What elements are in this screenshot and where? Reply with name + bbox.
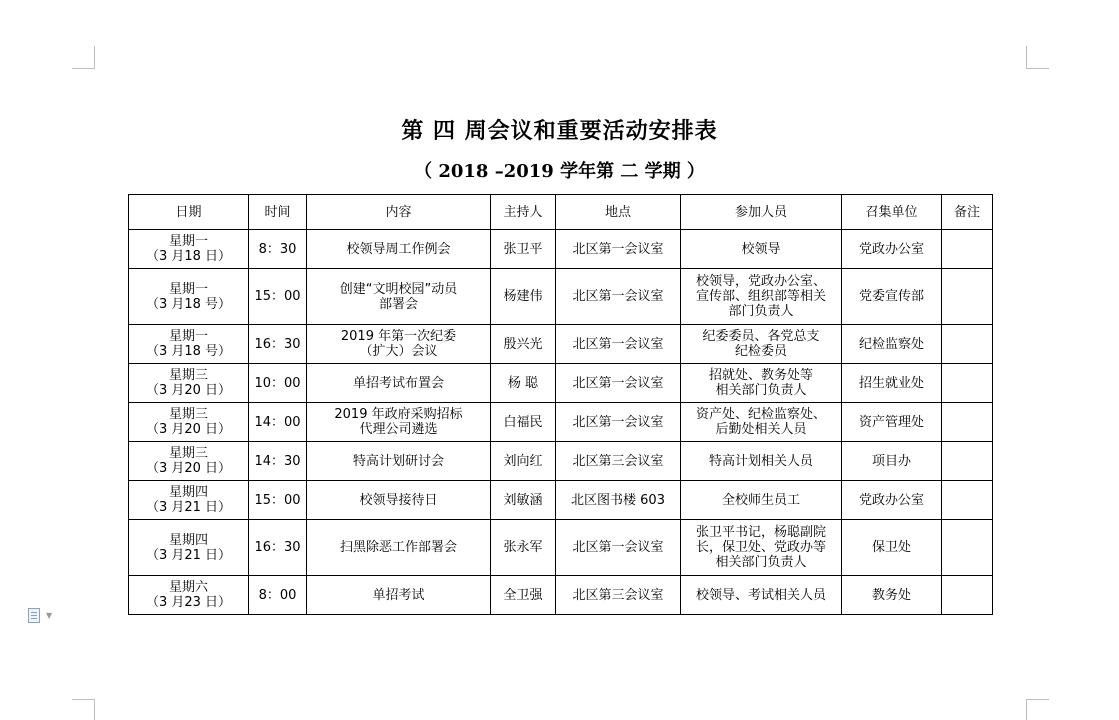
page-title: 第 四 周会议和重要活动安排表 (401, 118, 718, 144)
cell-date: 星期三 （3 月20 日） (129, 442, 249, 481)
cell-time: 14：30 (249, 442, 307, 481)
cell-content: 扫黑除恶工作部署会 (307, 520, 491, 576)
cell-date: 星期六 （3 月23 日） (129, 576, 249, 615)
cell-host: 张卫平 (491, 230, 556, 269)
cell-organizer: 教务处 (842, 576, 942, 615)
cell-organizer: 项目办 (842, 442, 942, 481)
cell-attendees: 校领导，党政办公室、 宣传部、组织部等相关 部门负责人 (681, 269, 842, 325)
page-corner-mark-bottom-right (1026, 699, 1049, 720)
cell-time: 8：00 (249, 576, 307, 615)
cell-note (942, 442, 993, 481)
cell-content: 单招考试 (307, 576, 491, 615)
cell-date: 星期一 （3 月18 号） (129, 325, 249, 364)
cell-attendees: 张卫平书记，杨聪副院 长，保卫处、党政办等 相关部门负责人 (681, 520, 842, 576)
column-header-time: 时间 (249, 195, 307, 230)
cell-time: 10：00 (249, 364, 307, 403)
cell-content: 特高计划研讨会 (307, 442, 491, 481)
cell-time: 16：30 (249, 325, 307, 364)
table-row (129, 269, 993, 325)
table-row (129, 481, 993, 520)
cell-organizer: 招生就业处 (842, 364, 942, 403)
cell-place: 北区第一会议室 (556, 325, 681, 364)
table-row (129, 442, 993, 481)
cell-place: 北区第一会议室 (556, 403, 681, 442)
cell-date: 星期四 （3 月21 日） (129, 481, 249, 520)
cell-place: 北区第三会议室 (556, 576, 681, 615)
table-header-row (129, 195, 993, 230)
column-header-place: 地点 (556, 195, 681, 230)
cell-organizer: 党政办公室 (842, 230, 942, 269)
table-row (129, 576, 993, 615)
cell-note (942, 325, 993, 364)
schedule-table-body (129, 230, 993, 615)
document-icon[interactable] (28, 608, 40, 623)
cell-host: 白福民 (491, 403, 556, 442)
cell-note (942, 230, 993, 269)
cell-date: 星期四 （3 月21 日） (129, 520, 249, 576)
cell-attendees: 校领导、考试相关人员 (681, 576, 842, 615)
cell-place: 北区第一会议室 (556, 230, 681, 269)
cell-attendees: 全校师生员工 (681, 481, 842, 520)
cell-organizer: 党委宣传部 (842, 269, 942, 325)
cell-attendees: 资产处、纪检监察处、 后勤处相关人员 (681, 403, 842, 442)
cell-host: 杨建伟 (491, 269, 556, 325)
cell-content: 创建“文明校园”动员 部署会 (307, 269, 491, 325)
cell-host: 殷兴光 (491, 325, 556, 364)
cell-time: 8：30 (249, 230, 307, 269)
page-subtitle: （ 2018 –2019 学年第 二 学期 ） (414, 161, 705, 182)
column-header-content: 内容 (307, 195, 491, 230)
cell-attendees: 特高计划相关人员 (681, 442, 842, 481)
cell-place: 北区图书楼 603 (556, 481, 681, 520)
cell-attendees: 校领导 (681, 230, 842, 269)
cell-place: 北区第一会议室 (556, 364, 681, 403)
cell-content: 单招考试布置会 (307, 364, 491, 403)
cell-host: 刘向红 (491, 442, 556, 481)
cell-organizer: 党政办公室 (842, 481, 942, 520)
page-corner-mark-top-left (72, 46, 95, 69)
column-header-note: 备注 (942, 195, 993, 230)
page-corner-mark-bottom-left (72, 699, 95, 720)
cell-organizer: 资产管理处 (842, 403, 942, 442)
column-header-attendees: 参加人员 (681, 195, 842, 230)
cell-time: 15：00 (249, 481, 307, 520)
column-header-date: 日期 (129, 195, 249, 230)
cell-note (942, 269, 993, 325)
dropdown-caret-icon[interactable]: ▼ (46, 611, 53, 620)
cell-note (942, 576, 993, 615)
cell-organizer: 纪检监察处 (842, 325, 942, 364)
cell-place: 北区第一会议室 (556, 269, 681, 325)
cell-attendees: 纪委委员、各党总支 纪检委员 (681, 325, 842, 364)
table-row (129, 230, 993, 269)
cell-date: 星期一 （3 月18 日） (129, 230, 249, 269)
cell-time: 15：00 (249, 269, 307, 325)
cell-date: 星期三 （3 月20 日） (129, 364, 249, 403)
cell-host: 杨 聪 (491, 364, 556, 403)
cell-content: 校领导周工作例会 (307, 230, 491, 269)
cell-time: 16：30 (249, 520, 307, 576)
table-row (129, 520, 993, 576)
cell-content: 2019 年第一次纪委 （扩大）会议 (307, 325, 491, 364)
table-row (129, 403, 993, 442)
cell-note (942, 403, 993, 442)
cell-time: 14：00 (249, 403, 307, 442)
cell-organizer: 保卫处 (842, 520, 942, 576)
column-header-organizer: 召集单位 (842, 195, 942, 230)
cell-host: 张永军 (491, 520, 556, 576)
cell-note (942, 520, 993, 576)
table-row (129, 364, 993, 403)
cell-content: 校领导接待日 (307, 481, 491, 520)
table-row (129, 325, 993, 364)
cell-content: 2019 年政府采购招标 代理公司遴选 (307, 403, 491, 442)
cell-attendees: 招就处、教务处等 相关部门负责人 (681, 364, 842, 403)
cell-place: 北区第三会议室 (556, 442, 681, 481)
column-header-host: 主持人 (491, 195, 556, 230)
cell-host: 刘敏涵 (491, 481, 556, 520)
cell-date: 星期三 （3 月20 日） (129, 403, 249, 442)
cell-place: 北区第一会议室 (556, 520, 681, 576)
schedule-table (128, 194, 993, 615)
page-corner-mark-top-right (1026, 46, 1049, 69)
cell-date: 星期一 （3 月18 号） (129, 269, 249, 325)
cell-note (942, 481, 993, 520)
cell-host: 全卫强 (491, 576, 556, 615)
cell-note (942, 364, 993, 403)
